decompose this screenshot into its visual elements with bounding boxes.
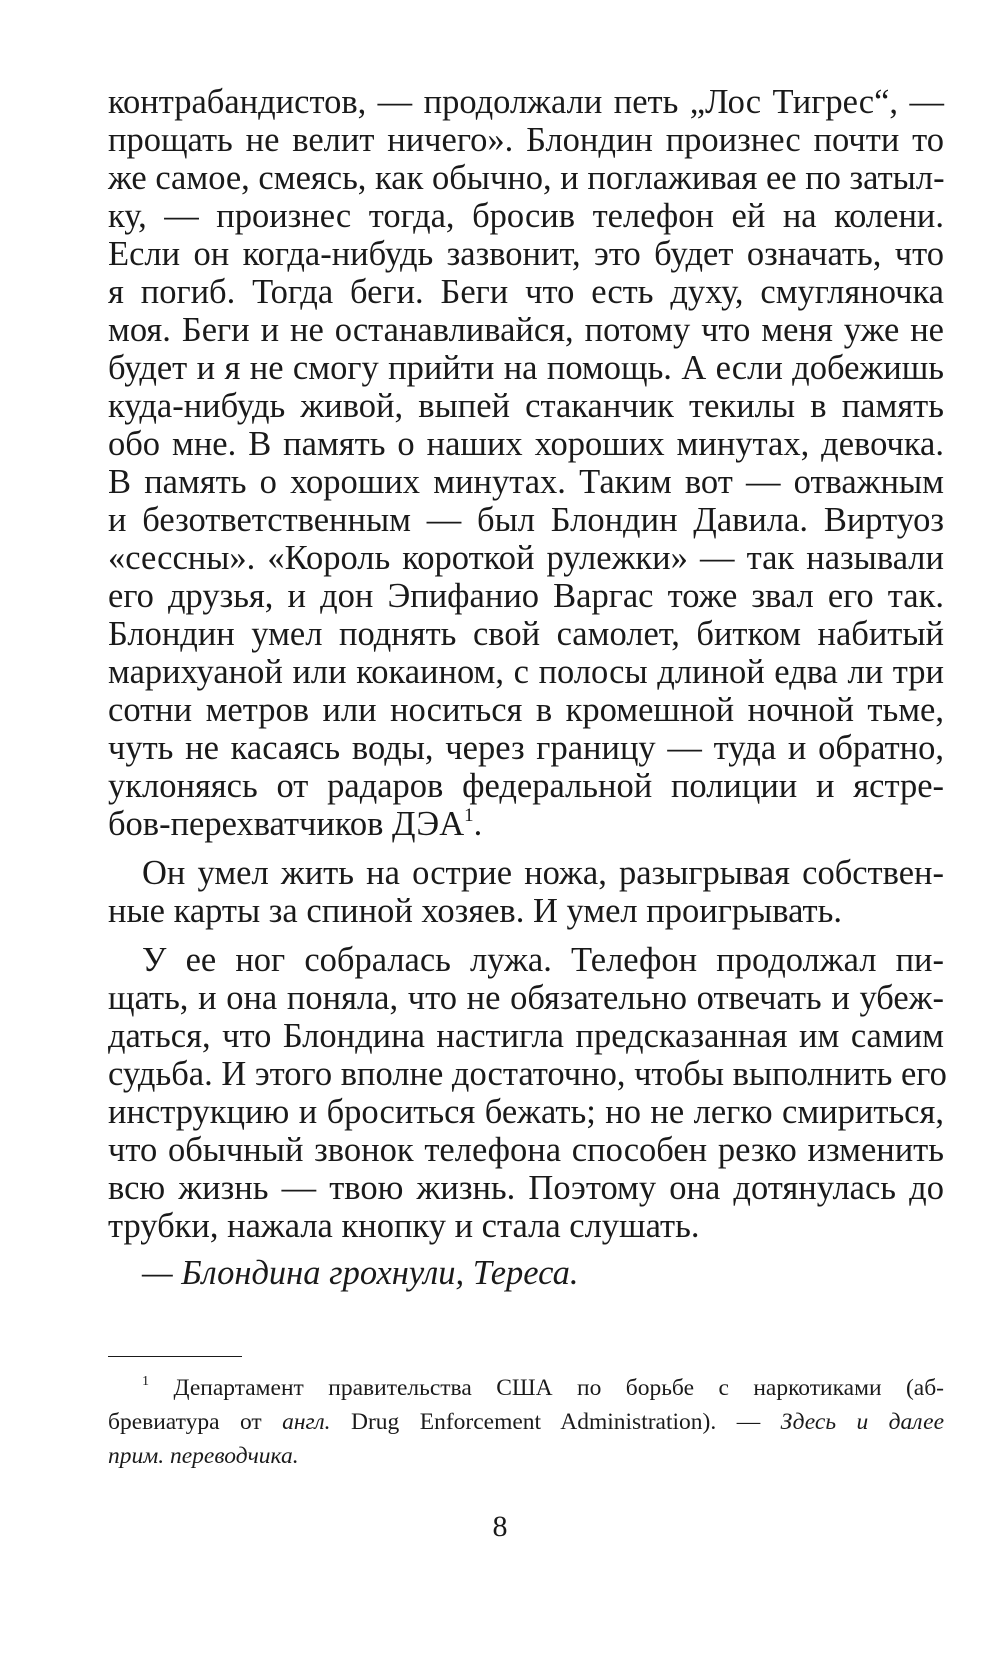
text-line: Если он когда-нибудь зазвонит, это будет означать, что <box>108 235 944 273</box>
text-line: обо мне. В память о наших хороших минутах, девочка. <box>108 425 944 463</box>
text-line: его друзья, и дон Эпифанио Варгас тоже звал его так. <box>108 577 944 615</box>
text-line: чуть не касаясь воды, через границу — туда и обратно, <box>108 729 944 767</box>
text-line: марихуаной или кокаином, с полосы длиной едва ли три <box>108 653 944 691</box>
text-line: бов-перехватчиков ДЭА$^1$. <box>108 804 483 843</box>
text-line-content: бов-перехватчиков ДЭА <box>108 805 465 843</box>
text-line: В память о хороших минутах. Таким вот — отважным <box>108 463 944 501</box>
footnote-line <box>142 1371 944 1405</box>
text-line: я погиб. Тогда беги. Беги что есть духу, смугляночка <box>108 273 944 311</box>
text-line: и безответственным — был Блондин Давила. Виртуоз <box>108 501 944 539</box>
footnote-reference: 1 <box>464 804 474 826</box>
text-line: ные карты за спиной хозяев. И умел проигрывать. <box>108 892 842 930</box>
text-line: же самое, смеясь, как обычно, и поглаживая ее по затыл- <box>108 159 945 197</box>
footnote-italic-text: англ. <box>282 1409 331 1435</box>
footnote-text: Департамент правительства США по борьбе с наркотиками (аб- <box>173 1375 944 1401</box>
footnote-italic-text: Здесь и далее <box>780 1409 945 1435</box>
footnote-line: прим. переводчика. <box>108 1443 299 1469</box>
footnote-text: Drug Enforcement Administration). — <box>330 1409 781 1435</box>
text-line: даться, что Блондина настигла предсказанная им самим <box>108 1017 944 1055</box>
text-line: будет и я не смогу прийти на помощь. А если добежишь <box>108 349 944 387</box>
page-number: 8 <box>492 1510 508 1543</box>
text-line: куда-нибудь живой, выпей стаканчик текилы в память <box>108 387 944 425</box>
text-line: контрабандистов, — продолжали петь „Лос Тигрес“, — <box>108 83 944 121</box>
text-line: судьба. И этого вполне достаточно, чтобы выполнить его <box>108 1055 947 1093</box>
text-line: инструкцию и броситься бежать; но не легко смириться, <box>108 1093 944 1131</box>
text-line: сотни метров или носиться в кромешной ночной тьме, <box>108 691 944 729</box>
text-line: Он умел жить на острие ножа, разыгрывая собствен- <box>142 854 944 892</box>
text-line: что обычный звонок телефона способен резко изменить <box>108 1131 944 1169</box>
text-line: ку, — произнес тогда, бросив телефон ей на колени. <box>108 197 944 235</box>
footnote-text: бревиатура от <box>108 1409 283 1435</box>
dialogue-line: — Блондина грохнули, Тереса. <box>142 1254 579 1292</box>
footnote-separator <box>108 1356 242 1357</box>
footnote-mark: 1 <box>142 1373 150 1390</box>
footnote-line <box>108 1405 944 1439</box>
text-line: У ее ног собралась лужа. Телефон продолжал пи- <box>142 941 944 979</box>
text-line: Блондин умел поднять свой самолет, битком набитый <box>108 615 944 653</box>
text-line: моя. Беги и не останавливайся, потому что меня уже не <box>108 311 944 349</box>
text-line: всю жизнь — твою жизнь. Поэтому она дотянулась до <box>108 1169 944 1207</box>
text-line: прощать не велит ничего». Блондин произнес почти то <box>108 121 944 159</box>
text-line: щать, и она поняла, что не обязательно отвечать и убеж- <box>108 979 944 1017</box>
text-line: уклоняясь от радаров федеральной полиции и ястре- <box>108 767 944 805</box>
text-line: «сессны». «Король короткой рулежки» — так называли <box>108 539 944 577</box>
text-line: трубки, нажала кнопку и стала слушать. <box>108 1207 700 1245</box>
